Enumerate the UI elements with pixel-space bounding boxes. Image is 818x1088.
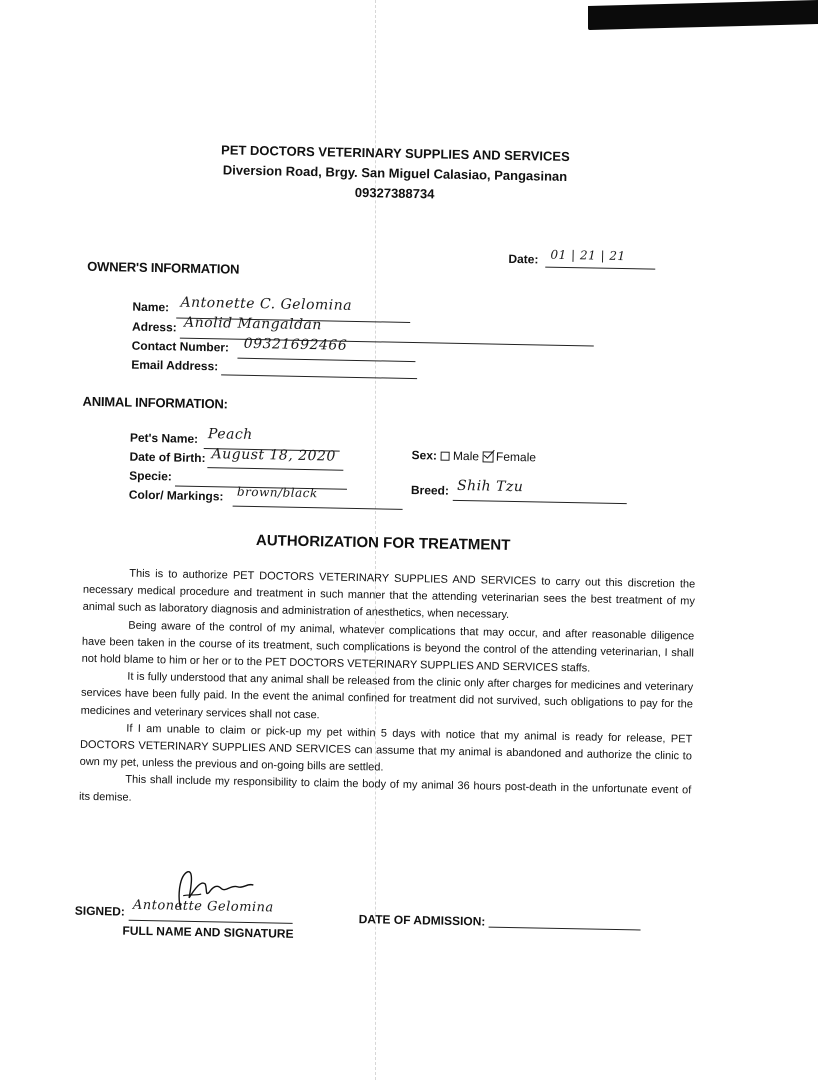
color-line	[233, 506, 403, 510]
dob-line	[207, 467, 343, 471]
authorization-title: AUTHORIZATION FOR TREATMENT	[255, 532, 511, 554]
male-option-label: Male	[452, 448, 480, 464]
pet-name-value: Peach	[207, 426, 253, 443]
owner-heading: OWNER'S INFORMATION	[87, 258, 240, 277]
signature-caption: FULL NAME AND SIGNATURE	[122, 923, 294, 941]
male-checkbox[interactable]	[441, 452, 450, 461]
female-checkbox-checked[interactable]	[483, 452, 494, 463]
admission-label: DATE OF ADMISSION:	[358, 912, 486, 929]
animal-heading: ANIMAL INFORMATION:	[82, 393, 228, 412]
color-value: brown/black	[236, 484, 318, 501]
sex-label: Sex:	[411, 448, 438, 463]
authorization-paragraph: It is fully understood that any animal shall be released from the clinic only after charges for medicines and veterinary services have been fully paid. In the event the animal confined for treatment did not survived, such obligations to pay for the medicines and veterinary services shall not case.	[80, 670, 694, 721]
authorization-paragraph: If I am unable to claim or pick-up my pet within 5 days with notice that my animal is ready for release, PET DOCTORS VETERINARY SUPPLIES AND SERVICES can assume that my animal is abandoned and authorize the clinic to own my pet, unless the previous and on-going bills are settled.	[79, 722, 693, 774]
authorization-paragraph: Being aware of the control of my animal, whatever complications that may occur, and after reasonable diligence have been taken in the course of its treatment, such complications is beyond the control of the attending veterinarian, I shall not hold blame to him or her or to the PET DOCTORS VETERINARY SUPPLIES AND SERVICES staffs.	[81, 619, 695, 675]
specie-label: Specie:	[129, 468, 172, 484]
signed-label: SIGNED:	[74, 903, 125, 919]
date-value: 01 | 21 | 21	[550, 247, 626, 264]
dob-label: Date of Birth:	[129, 449, 206, 466]
authorization-paragraph: This shall include my responsibility to claim the body of my animal 36 hours post-death in the unfortunate event of its demise.	[78, 774, 692, 804]
dob-value: August 18, 2020	[211, 446, 336, 465]
owner-name-value: Antonette C. Gelomina	[180, 294, 353, 314]
owner-contact-value: 09321692466	[243, 335, 348, 354]
signed-name-value: Antonette Gelomina	[132, 897, 274, 916]
admission-line	[489, 927, 641, 931]
breed-line	[453, 500, 627, 504]
owner-address-value: Anolid Mangaldan	[183, 314, 322, 334]
clinic-phone: 09327388734	[354, 184, 435, 202]
authorization-paragraph: This is to authorize PET DOCTORS VETERINARY SUPPLIES AND SERVICES to carry out this discretion the necessary medical procedure and treatment in such manner that the attending veterinarian sees the best treatment of my animal such as laboratory diagnosis and administration of anesthetics, when necessary.	[82, 567, 696, 622]
owner-contact-label: Contact Number:	[131, 338, 230, 355]
color-label: Color/ Markings:	[128, 487, 224, 504]
authorization-body	[79, 565, 696, 818]
owner-email-label: Email Address:	[131, 357, 219, 374]
owner-address-line	[180, 338, 594, 347]
date-line	[545, 267, 655, 270]
owner-name-label: Name:	[132, 299, 170, 315]
owner-address-label: Adress:	[131, 319, 177, 335]
female-option-label: Female	[495, 449, 537, 465]
date-label: Date:	[508, 251, 539, 267]
breed-value: Shih Tzu	[456, 477, 524, 496]
owner-email-line	[221, 374, 417, 379]
clinic-address: Diversion Road, Brgy. San Miguel Calasiao, Pangasinan	[222, 162, 568, 184]
sex-field	[411, 448, 536, 464]
owner-contact-line	[237, 358, 415, 362]
clinic-name: PET DOCTORS VETERINARY SUPPLIES AND SERVICES	[220, 142, 570, 165]
breed-label: Breed:	[410, 483, 450, 498]
pet-name-label: Pet's Name:	[129, 430, 199, 446]
